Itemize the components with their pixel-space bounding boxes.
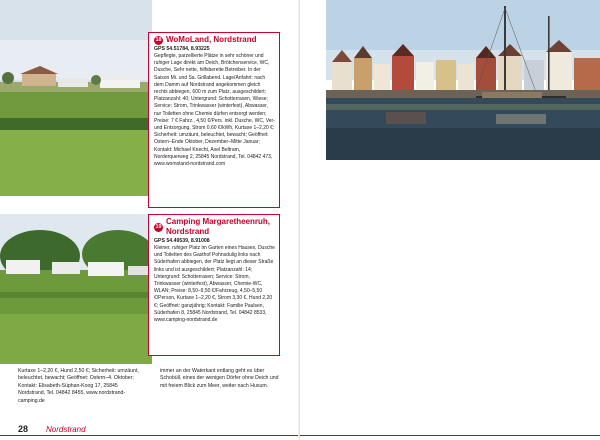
right-page — [300, 0, 600, 440]
camp-title: Camping Margaretheenruh, Nordstrand — [166, 217, 271, 236]
gps-coordinates: GPS 54.51784, 8.93225 — [154, 46, 210, 52]
camp-header — [154, 217, 275, 237]
gps-coordinates: GPS 54.49539, 8.91008 — [154, 238, 210, 244]
folio-rule — [300, 435, 600, 436]
folio-rule — [0, 435, 300, 436]
folio-label: Nordstrand — [46, 425, 86, 434]
route-text: immer an der Waterkant entlang geht es über Schobüll, eines der wenigen Dörfer ohne Deich und mit freiem Blick zum Meer, weiter nach Husum. — [160, 368, 279, 389]
camp-number-badge: 18 — [155, 36, 162, 43]
camp-number-badge: 19 — [155, 223, 162, 230]
camp-description: Kleiner, ruhiger Platz im Garten eines Hauses, Dusche und Toiletten des Gasthof Pohnsdulig links nach Süderhafen abbiegen, der Platz liegt an dieser Straße links und ist ausgeschildert; Platzanzahl: 14; Untergrund: Schotterrasen; Service: Strom, Trinkwasser (winterfest), Abwasser, Chemie-WC, WLAN; Preise: 8,50–9,50 €/Fahrzeug, 4,50–5,50 €/Person, Kurtaxe 1–2,20 €, Strom 3,30 €, Hund 2,20 €; Geöffnet: ganzjährig; Kontakt: Familie Paulsen, Süderhafen 8, 25845 Nordstrand, Tel. 04842 8533, www.camping-nordstrand.de — [154, 245, 275, 324]
page-number: 28 — [18, 424, 29, 434]
camp-description: Gepflegte, parzellierte Plätze in sehr schöner und ruhiger Lage direkt am Deich, Brötchenservice, WC, Dusche, Sehr nette, hilfsbereite Betreiber. In der Saison Mi. und Sa. Grillabend. Lage/Anfahrt: nach dem Damm auf Nordstrand angekommen gleich rechts abbiegen, 600 m zum Platz, ausgeschildert; Platzanzahl: 40; Untergrund: Schotterrasen, Wiese; Service: Strom, Trinkwasser (winterfest), Abwasser, nur Toiletten ohne Chemie dürfen entsorgt werden; Preise: 7 € Fahrz., 4,50 €/Pers. inkl. Dusche, WC, Ver- und Entsorgung, Strom 0,60 €/kWh, Kurtaxe 1–2,20 €; Sicherheit: umzäunt, beleuchtet, bewacht; Geöffnet: Ostern–Ende Oktober, Dezember–Mitte Januar; Kontakt: Michael Knecht, Axel Beltram, Norderquerweg 2, 25845 Nordstrand, Tel. 04842 473, www.womoland-nordstrand.com — [154, 53, 275, 168]
husum-harbour-photo — [326, 0, 600, 160]
camp-continued-text: Kurtaxe 1–2,20 €, Hund 2,50 €; Sicherheit: umzäunt, beleuchtet, bewacht; Geöffnet: Ostern–4. Oktober; Kontakt: Elisabeth-Süphan-Koog 17, 25845 Nordstrand, Tel. 04842 8455, www.nordstrand-camping.de — [18, 368, 139, 404]
camp-info-box-womoland — [148, 32, 280, 208]
camp-info-box-margaretheenruh — [148, 214, 280, 356]
camp-photo-womoland — [0, 0, 152, 196]
camp-photo-margaretheenruh — [0, 214, 152, 364]
camp-title: WoMoLand, Nordstrand — [166, 35, 257, 44]
camp-header — [154, 35, 275, 45]
